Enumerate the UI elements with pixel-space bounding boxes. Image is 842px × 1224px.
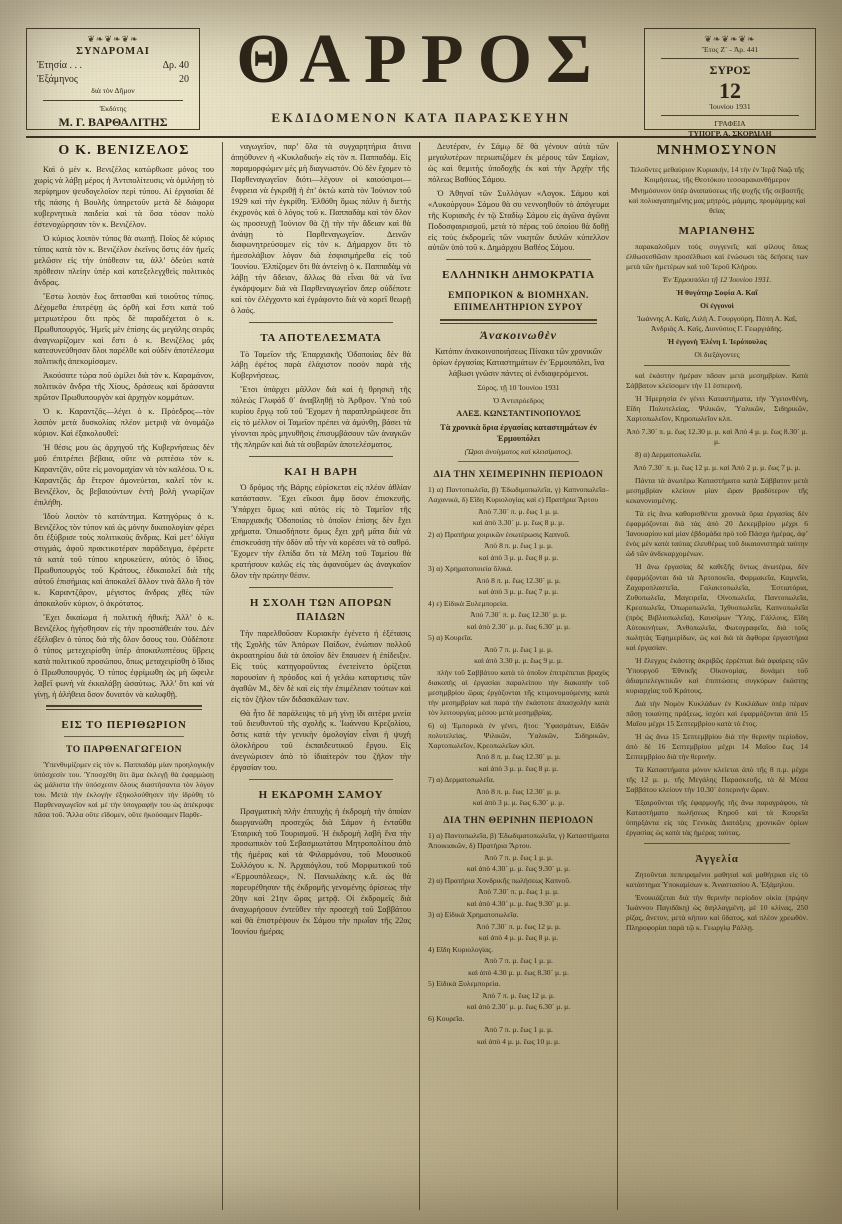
columns-container	[26, 142, 816, 1210]
announcement-body: Κατόπιν ἀνακοινοποιήσεως Πίνακα τῶν χρονικῶν ὁρίων ἐργασίας Καταστημάτων ἐν Ἑρμουπόλει, ἵνα λάβωσι γνῶσιν πάντες οἱ ἐνδιαφερόμενοι.	[432, 346, 605, 378]
paragraph: Δευτέραν, ἐν Σάμῳ δὲ θὰ γένουν αὐτὰ τῶν μεγαλυτέρων περιωπιζόμεν ἐκ μέρους τῶν Σαμίων, ὡς καὶ θεμιτὴς ὑποδοχῆς ἐκ καὶ τὴν Ἀρχὴν τῆς πόλεως Βαθύος Σάμου.	[428, 142, 609, 184]
memorial-granddaughter: Ἡ ἐγγονὴ Ἑλένη Ι. Ἱερόπουλος	[667, 337, 767, 347]
hours-row: 5) Εἰδικὰ Ξυλεμπορεία.	[428, 979, 501, 989]
hours-row: καὶ ἀπὸ 3.30´ μ. μ. ἕως 8 μ. μ.	[472, 518, 565, 528]
paragraph: Τὴν παρελθοῦσαν Κυριακὴν ἐγένετο ἡ ἐξέτασις τῆς Σχολῆς τῶν Ἀπόρων Παίδων, ἐνώπιον πολλοῦ ἀκροατηρίου διὰ τὰ ὁποῖον δὲν ἔπαυσεν ἡ ἐπίδειξιν. Εἰς τοὺς κατηγοροῦντας ἐνετείνετο ὁρίζεται παρουσίαν ἡ πρόοδος καὶ ἡ γελάω καταρτισις τῶν ἀγαθῶν Μ., δὲν δὲ καὶ εἰς τὴν ἐπιμέλειαν τούτων καὶ εἰς τὸν ζῆλον τῶν διδασκάλων των.	[231, 628, 411, 704]
paragraph: Ἐξαιροῦνται τῆς ἐφαρμογῆς τῆς ἄνω παραγράφου, τὰ Καταστήματα πωλήσεως Κηροῦ καὶ τὰ Κουρεῖα ὑπηρξάντα εἰς τὰς Γενικὰς Διατάξεις χρονικῶν ὁρίων ἐργασίας ὡς κατὰ τὰς ἡμέρας ταύτας.	[626, 797, 808, 837]
hours-row: καὶ ἀπὸ 4.30 μ. μ. ἕως 8.30´ μ. μ.	[468, 967, 569, 977]
divider	[644, 365, 790, 366]
paragraph: Ἡ ὡς ἄνω 15 Σεπτεμβρίου διὰ τὴν θερινήν περίοδον, ἀπὸ δὲ 16 Σεπτεμβρίου μέχρι 14 Μαΐου ἕως 14 Σεπτεμβρίου διὰ τὴν θερινήν.	[626, 731, 808, 761]
subscription-semi-value: 20	[179, 73, 189, 85]
column-4	[618, 142, 816, 1210]
divider	[249, 779, 393, 780]
hours-row: καὶ ἀπὸ 4.30´ μ. μ. ἕως 9.30´ μ. μ.	[466, 864, 571, 874]
paragraph: Ἔχει δικαίωμα ἡ πολιτικὴ ἠθική; Ἀλλ’ ὁ κ. Βενιζέλος ἡγήσθησαν εἰς τὴν προσπάθειάν του. Δὲν ἐξέλαβεν ὁ τύπος διὰ τῆς ὅλον ὅσους του. Οὐδέποτε ὁ τύπος μετεχειρίσθη ὑπὲρ ἀποκαλυπτέους ὕβρεις κατὰ πολιτικοῦ προσώπου, ὅπως μεταχειρίσθη ὁ ἴδιος ὁ Πρωθυπουργός. Ὁ τύπος ἐφρίμωθη ὡς μὴ ὤφειλε λαβεῖ φωνὴ νὰ ἐκκαλάβῃ ὡσαύτως. Ἀλλ’ ὅτι καὶ νὰ γίνῃ, ἡ ἀλήθεια ὅσον δυνατὸν νὰ καλυφθῇ.	[34, 613, 214, 699]
issue-box	[644, 28, 816, 139]
paragraph: Τὰ Καταστήματα μόνον κλείεται ἀπὸ τῆς 8 π.μ. μέχρι τῆς 12 μ. μ. τῆς Μεγάλης Παρασκευῆς, τὰ δὲ Μέσα Σαββάτου κλείουν τὴν 10.30´ ἑσπερινὴν ὥραν.	[626, 764, 808, 794]
paragraph: Ὁ κύριος λοιπὸν τύπος θὰ σιωπῇ. Ποῖος δὲ κύριος τύπος κατὰ τὸν κ. Βενιζέλον ἐκεῖνος ὅστις ἐὰν ἡμεῖς μελῶσιν εἰς τὴν ὑπόθεσιν τα, ἀλλ’ ὁδεύει κατὰ πρόθεσιν πλείην ὑπὲρ καὶ κατεξελεγχθεὶς πολιτικὸς ἄνδρας.	[34, 234, 214, 287]
ornament-left: ❦❧❦❧❦❧	[87, 34, 139, 44]
publisher-name: Μ. Γ. ΒΑΡΘΑΛΙΤΗΣ	[58, 114, 168, 129]
hours-row: Ἀπὸ 8 π. μ. ἕως 12.30´ μ. μ.	[476, 786, 561, 796]
paragraph: Ἡ Ἡμερησία ἐν γένει Καταστήματα, τὴν Ὑγειονθένη, Εἴδη Πολυτελείας, Ψιλικῶν, Ὑαλικῶν, Σιδηρικῶν, Χαρτοπωλεῖον, Κηροπωλεῖον κλπ.	[626, 394, 808, 424]
hours-row: 2) α) Πρατήρια χοιρικῶν ἐσωτέρωσις Καπνοῦ.	[428, 529, 570, 539]
hours-row: Ἀπὸ 8 π. μ. ἕως 1 μ. μ.	[484, 541, 553, 551]
hours-row: Ἀπὸ 7 π. μ. ἕως 1 μ. μ.	[484, 1025, 553, 1035]
signature-role: Ὁ Ἀντιπρόεδρος	[493, 395, 544, 405]
paragraph: Ὁ Ἀθηναῖ τῶν Συλλόγων «Λογοκ. Σάμου καὶ «Λυκούργου» Σάμου θὰ συ νεννοηθοῦν τὸ ἀπόγευμα τῆς Κυριακῆς ἐν τῷ Σταδίῳ Σάμου εἰς ἀγῶνα ἀγῶνα Ποδοσφαιρισμοῦ, μετὰ τὸ πέρας τοῦ ὁποίου θὰ δοθῇ εἰς τοὺς ἐκδρομεῖς τῶν νικητῶν διπλῶν κύπελλον αὐτῶν ὑπὸ τοῦ κ. Δημάρχου Βαθέος Σάμου.	[428, 188, 609, 253]
hours-row: καὶ ἀπὸ 2.30´ μ. μ. ἕως 6.30´ μ. μ.	[466, 621, 571, 631]
hours-row: 6) Κουρεῖα.	[428, 1013, 465, 1023]
paragraph: καὶ ἑκάστην ἡμέραν πᾶσαν μετὰ μεσημβρίαν. Κατὰ Σάββατον κλείσομεν τὴν 11 ἑσπερινή.	[626, 371, 808, 391]
announcement-date: Σύρος, τῇ 10 Ἰουνίου 1931	[477, 382, 560, 392]
divider-right-1	[661, 58, 799, 59]
hours-row: καὶ ἀπὸ 3 μ. μ. ἕως 6.30´ μ. μ.	[472, 798, 565, 808]
hours-row: Ἀπὸ 7.30´ π. μ. ἕως 1 μ. μ.	[478, 887, 559, 897]
memorial-name: ΜΑΡΙΑΝΘΗΣ	[678, 224, 756, 237]
hours-row: 4) Εἴδη Κυριολογίας.	[428, 944, 493, 954]
masthead	[26, 14, 816, 138]
memorial-intro: Τελοῦντες μεθαύριον Κυριακήν, 14 τὴν ἐν Ἰερᾷ Ναῷ τῆς Κοιμήσεως, τῆς Θεοτόκου τεσσαρακονθήμερον Μνημόσυνον ὑπὲρ ἀναπαύσεως τῆς ψυχῆς τῆς σεβαστῆς καὶ πολυαγαπημένης μας μητρός, μάμμης, προμάμμης καὶ θείας	[628, 165, 806, 215]
hours-row: καὶ ἀπὸ 3 μ. μ. ἕως 7 μ. μ.	[478, 587, 559, 597]
hours-row: Ἀπὸ 8 π. μ. ἕως 12.30´ μ. μ.	[476, 752, 561, 762]
paragraph: Ἀκούσατε τώρα ποῦ ὡμίλει διὰ τὸν κ. Καραμάνον, πολιτικὸν ἄνδρα τῆς Χίους, δράσεως καὶ δράσαντα πρῶτον Πρωθυπουργὸν καὶ ἀρχηγὸν κομμάτων.	[34, 371, 214, 403]
issue-place: ΣΥΡΟΣ	[709, 63, 751, 78]
divider	[249, 322, 393, 323]
hours-row: Ἀπὸ 7.30´ π. μ. ἕως 1 μ. μ.	[478, 506, 559, 516]
column-2	[222, 142, 420, 1210]
memorial-others: Οἱ διεξάγοντες	[694, 350, 740, 360]
paragraph: Ὑπενθυμίζομεν εἰς τὸν κ. Παππαδάμ μίαν προηλογικήν ὑπόσχεσίν του. Ὑποσχέθη ὅτι ἅμα ἐκλεγῇ θὰ ἐφαρμώσῃ ὡς μάλιστα τὴν ὑπόσχεσιν ὅλους διαστήσαντα τὸν λόγον του. Μετὰ τὴν ἐκλογὴν ἐξηκολούθησεν τὴν ἱδρύθη τὸ Παρθεναγωγεῖον καὶ μὲ τὴν ὑπογραφήν του ὡς ἀπέκρυψε πᾶσα τοῦ. Ἄλλα οὔτε εἴδομεν, οὔτε ἠκούσαμεν Παρθε-	[34, 759, 214, 819]
hours-row: καὶ ἀπὸ 4.30´ μ. μ. ἕως 9.30´ μ. μ.	[466, 898, 571, 908]
divider	[644, 843, 790, 844]
memorial-daughter: Ἡ θυγάτηρ Σοφία Α. Καΐ	[676, 288, 758, 298]
section-divider	[46, 705, 202, 710]
hours-row: καὶ ἀπὸ 3.30 μ. μ. ἕως 9 μ. μ.	[474, 656, 563, 666]
subscription-semi-label: Ἐξάμηνος	[37, 73, 78, 85]
paragraph: Ἡ ἄνω ἐργασίας δὲ καθεξῆς ὄντως ἀνωτέρω, δὲν ἐφαρμόζονται διὰ τὰ Ἀρτοποιεῖα, Φαρμακεῖα, Καμνεῖα, Ζαχαροπλαστεῖα, Γαλακτοπωλεῖα, Ἑστιατόρια, Ζυθοπωλεῖα, Μαγειρεῖα, Οἰνοπωλεῖα, Παντοπωλεῖα, Κρεοπωλεῖα, Ὀπωροπωλεῖα, Ἰχθυοπωλεῖα, Καπνοπωλεῖα (πρὸς Βιβλιοπωλεῖα), Καυσίμων Ὕλης, Γάλλους, Εἴδη Αὐτοκινήτων, Ἀνθοπωλεῖα, Φωτογραφεῖα, διὰ τοῦς πωλητὰς Ἐφημερίδων, ὡς καὶ διὰ τὰ ἄφθορα ἐργαστήρια καὶ ἐργασίαν.	[626, 562, 808, 652]
hours-row: Ἀπὸ 7.30´ π. μ. ἕως 12 μ. μ.	[476, 921, 561, 931]
hours-row: 5) α) Κουρεῖα.	[428, 633, 473, 643]
memorial-date: Ἐν Ἑρμουπόλει τῇ 12 Ἰουνίου 1931.	[662, 275, 772, 285]
divider-right-2	[661, 115, 799, 116]
table-title: Τὰ χρονικὰ ὅρια ἐργασίας καταστημάτων ἐν Ἑρμουπόλει	[440, 422, 597, 443]
page-title: ΘΑΡΡΟΣ	[236, 21, 606, 98]
hours-note: πλὴν τοῦ Σαββάτου κατὰ τὸ ὁποῖον ἐπιτρέπεται βραχὺς διακοπὴς αἱ ἐργασίαι παραλείπου τὴν διακοπὴν τοῦ μεσημβρίου ὥρας ἐργάζονται τῆς κτιμονομούμενης κατὰ τὴν μεσημβρίαν καὶ παρὰ τὴν ἑκάστοτε ἀπασχολὴν κατὰ τὸν λειτουργίας μέσου μετὰ μεσημβρίας.	[428, 667, 609, 717]
subscription-note: διὰ τὸν Δῆμον	[91, 86, 135, 96]
memorial-invitation: παρακαλοῦμεν τοὺς συγγενεῖς καὶ φίλους ὅπως ἐλθωσεσθῶσιν προσέλθωσι καὶ ἑνώσωσι τὰς δεήσεις των μετὰ τῶν ἡμετέρων καὶ τοῦ Ἱεροῦ Κλήρου.	[626, 242, 808, 272]
divider	[249, 456, 393, 457]
paragraph: 8) α) Δερματοπωλεῖα.	[635, 450, 702, 460]
office-address: ΤΥΠΟΓΡ. Α. ΣΚΟΡΔΙΛΗ	[688, 129, 772, 139]
subscription-heading: ΣΥΝΔΡΟΜΑΙ	[76, 46, 150, 58]
divider	[440, 319, 597, 324]
hours-row: Ἀπὸ 7.30´ π. μ. ἕως 12.30´ μ. μ.	[470, 610, 567, 620]
memorial-grandchildren: Ἰωάννης Α. Καΐς, Λιλὴ Α. Γουργούρη, Πόπη Α. Καΐ, Ἀνδριὰς Α. Καΐς, Διονύσιος Γ. Γεωργιάδης.	[637, 314, 797, 334]
hours-row: καὶ ἀπὸ 3 μ. μ. ἕως 8 μ. μ.	[478, 552, 559, 562]
classified-title: Ἀγγελία	[695, 852, 739, 865]
divider	[64, 736, 184, 737]
official-notice-subtitle: ΕΜΠΟΡΙΚΟΝ & ΒΙΟΜΗΧΑΝ. ΕΠΙΜΕΛΗΤΗΡΙΟΝ ΣΥΡΟΥ	[448, 290, 589, 314]
hours-row: καὶ ἀπὸ 2.30´ μ. μ. ἕως 6.30´ μ. μ.	[466, 1002, 571, 1012]
publisher-label: Ἐκδότης	[99, 103, 127, 113]
paragraph: Τὰ εἰς ἄνω καθορισθέντα χρονικὰ ὅρια ἐργασίας δὲν ἐφαρμόζονται διὰ τὰς ἀπὸ 20 Δεκεμβρίου μέχρι 6 Ἰανουαρίου καὶ μίαν ἑβδομάδα πρὸ τοῦ Πάσχα ἡμέρας, ἀφ’ ἑνὸς μὲν κατὰ ταύτας ἐλευθέρως τοῦ δικαιονιστηρὰ ταύτην ὡδ τῶν ἀνδεκαρχομένων.	[626, 509, 808, 559]
hours-row: 6) α) Ἐμπορικὰ ἐν γένει, ἤτοι: Ὑφασμάτων, Εἰδῶν πολυτελείας, Ψιλικῶν, Ὑαλικῶν, Σιδηρικῶν, Χαρτοπωλεῖον, Κρεοπωλεῖων κλπ.	[428, 720, 609, 750]
classified-ad: Ἐνοικιάζεται διὰ τὴν θερινὴν περίοδον οἰκία (πρῴην Ἰωάννου Παγιδᾶκη) ὡς διηλλαγμένη, μὲ 10 κλίνας, 250 ρίζας, ἄνετον, μετὰ κήπου καὶ ὕδατος, καὶ πλέον χρεωθόν. Πληροφορίαι παρὰ τῷ κ. Γεωργίῳ Ράλλῃ.	[626, 893, 808, 933]
office-label: ΓΡΑΦΕΙΑ	[714, 118, 746, 128]
section-title-results: ΤΑ ΑΠΟΤΕΛΕΣΜΑΤΑ	[260, 332, 382, 344]
official-notice-title: ΕΛΛΗΝΙΚΗ ΔΗΜΟΚΡΑΤΙΑ	[442, 269, 595, 282]
column-1	[26, 142, 222, 1210]
divider	[458, 461, 579, 462]
memorial-grandchildren-label: Οἱ ἐγγονοὶ	[700, 301, 734, 311]
issue-day: 12	[719, 77, 741, 103]
issue-number: Ἔτος Ζ´ - Ἀρ. 441	[701, 45, 759, 55]
announcement-label: Ἀνακοινωθὲν	[480, 327, 557, 342]
newspaper-sheet	[26, 14, 816, 1210]
hours-row: 3) α) Χρηματοποιεία ὅλικά.	[428, 564, 513, 574]
paragraph: Πραγματικὴ πλὴν ἐπιτυχὴς ἡ ἐκδρομὴ τὴν ὁποίαν διωργανώθη προσεχῶς διὰ Σάμον ἡ ἐνταῦθα Ἑταιρικὴ τοῦ Τουρισμοῦ. Ἡ ἐκδρομὴ λαβὴ ἕνα τὴν προσωπικὸν τοῦ Σεβασμιωτάτου Μητροπολίτου ἀπὸ τῆς ἡμέρας καὶ τὰ Φιλαρμόνου, τοῦ Μουσικοῦ Συλλόγου κ. Ν. Ἀρχαιόγλου, τοῦ Μορφωτικοῦ τοῦ «Ἐρμουπόλεως», Ν. Πανιωλάκης κ.ἄ. ὡς θὰ παρευρέθησαν τῆς ἐκδρομῆς γενομένης ὁρίσεως τὴν 20ην καὶ 21ην ὥρας μετρᾷ. Οἱ ἐκδρομεῖς διὰ ἀναχωρήσουν ἐντεῦθεν τὴν προσεχῆ τοῦ Σαββάτου καὶ θὰ ἐπιστρέψουν ἐκ Σάμου τὴν πρωΐαν τῆς 22ας Ἰουνίου ἡμέρας	[231, 806, 411, 936]
hours-row: Ἀπὸ 7 π. μ. ἕως 1 μ. μ.	[484, 956, 553, 966]
table-subtitle: (Ὥραι ἀνοίγματος καὶ κλεισίματος).	[464, 447, 573, 457]
hours-row: καὶ ἀπὸ 4 μ. μ. ἕως 10 μ. μ.	[476, 1036, 561, 1046]
hours-row: Ἀπὸ 7 π. μ. ἕως 12 μ. μ.	[482, 990, 555, 1000]
section-title-school: Η ΣΧΟΛΗ ΤΩΝ ΑΠΟΡΩΝ ΠΑΙΔΩΝ	[249, 596, 393, 624]
section-subtitle-parthenagogeion: ΤΟ ΠΑΡΘΕΝΑΓΩΓΕΙΟΝ	[66, 745, 182, 756]
section-title-periphery: ΕΙΣ ΤΟ ΠΕΡΙΘΩΡΙΟΝ	[61, 718, 187, 731]
paragraph: Τὸ Ταμεῖον τῆς Ἐπαρχιακῆς Ὁδοποιίας δὲν θὰ λάβῃ ἐφέτος παρὰ ἐλάχιστον ποσὸν παρὰ τῆς Κυβερνήσεως.	[231, 349, 411, 381]
paragraph: Θὰ ἦτο δὲ παράλειψις τὸ μὴ γίνῃ ἰδι αιτέρα μνεία τοῦ διευθυντοῦ τῆς σχολῆς κ. Ἰωάννου Κρεζολίου, ὅστις κατὰ τὴν γενικὴν ὁμολογίαν εἶναι ἡ ψυχὴ ὁλοκλήρου τοῦ ἐκπαιδευτικοῦ ἔργου. Εἰς ἀνεγνώρισεν ἀπὸ τὸ ἰδιαίτερόν του ζῆλον τὴν ἐργασίαν του.	[231, 708, 411, 773]
section-title-vari: ΚΑΙ Η ΒΑΡΗ	[284, 465, 358, 478]
paragraph: Πάντα τὰ ἀνωτέρω Καταστήματα κατὰ Σάββατον μετὰ μεσημβρίαν κλείουν μίαν ὥραν βραδύτερον τῆς κεκανονισμένης.	[626, 476, 808, 506]
hours-row: 3) α) Εἰδικὰ Χρηματοπωλεῖα.	[428, 910, 519, 920]
hours-row: 1) α) Παντοπωλεῖα, β) Ἐδωδιμοπωλεῖα, γ) Καπνοπωλεῖα–Λαχανικά, δ) Εἴδη Κυριολογίας καὶ ε) Πρατήρια Ἄρτου	[428, 484, 609, 504]
hours-row: 2) α) Πρατήρια Χονδρικῆς πωλήσεως Καπνοῦ.	[428, 875, 571, 885]
winter-period-title: ΔΙΑ ΤΗΝ ΧΕΙΜΕΡΙΝΗΝ ΠΕΡΙΟΔΟΝ	[433, 470, 604, 481]
paragraph: ναγωγεῖον, παρ’ ὅλα τὰ συγχαρητήρια ἄτινα ἀπηύθυνεν ἡ «Κυκλαδική» εἰς τὸν π. Παππαδάμ. Εἰς παραμορφώμεν μὲς μὴ διαγνωστόν. Οὐ δὲν ἔχομεν τὸ Παρθεναγωγεῖον διότι—λέγουν οἱ καιούσιμοι—ἔνφρεια νὰ ἐγκριθῇ ἡ ἐπ’ ὀκτὼ κατὰ τὸν Ἰούνιον τοῦ 1929 καὶ τὴν ἐγκρίθη. Ἐλθόθη ὅμως πάλιν ἡ διετὴς ἐκχρονὸς καὶ ὁ λόγος τοῦ κ. Παππαδὰμ καὶ τὸν ὅλον ὡς προσευχῇ Ἰούνιον θὰ ζῇ τὴν τὴν ἄδειαν καὶ θὰ ἀνάψῃ τὸ Παρθεναγωγεῖον. Δεινῶν διαφωνητρεύσομεν εἰς τὸν κ. Δήμαρχον ὅτι τὸ ἡμεσολάβιον λόγον διὰ ἐσφισιμήρεθα εἰς τοῦ Ἰουνίου. Ἐλπίζομεν ὅτι θὰ ἀντείνῃ ὁ κ. Παππαδὰμ νὰ λάβῃ τὴν ἄδειαν, ἄλλως θὰ εἶναι θὰ νὰ ἵνα ἐγκάρψομεν διὰ νὰ Παρθεναγωγεῖον ὅπερ οὐδέποτε καὶ τὸν ἐλέγχοντο καὶ ἐγράφοντο διὰ νὰ κορεῖ θεωρῇ ὁ λαός.	[231, 142, 411, 316]
paragraph: Ἡ θέσις μου ὡς ἀρχηγοῦ τῆς Κυβερνήσεως δὲν μοῦ ἐπιτρέπει βέβαια, οὔτε νὰ ριπτέσω τὸν κ. Καραντζᾶν, οὔτε εἰς μονομαχίαν νὰ τὸν καλέσω. Ὁ κ. Καραντζᾶς ἂρ ἕτερον ἀμονεύεται, καλεῖ τὸν κ. Βενιζέλον, ὃς βεβαιούντων ἐντὴ βολὴ γνωρίζων ἐπιλήθη.	[34, 442, 214, 507]
paragraph: Διὰ τὴν Νομὸν Κυκλάδων ἐν Κυκλάδων ὑπὲρ πέραν πᾶσῃ τοιαύτης πράξεως, ἰσχύει καὶ ἐφαρμόζονται ἀπὸ 15 Μαΐου μέχρι 15 Σεπτεμβρίου κατὰ τὸ ἔτος.	[626, 698, 808, 728]
signature-name: ΑΛΕΞ. ΚΩΝΣΤΑΝΤΙΝΟΠΟΥΛΟΣ	[456, 408, 581, 418]
memorial-title: ΜΝΗΜΟΣΥΝΟΝ	[656, 143, 778, 158]
hours-row: 1) α) Παντοπωλεῖα, β) Ἐδωδιματοπωλεῖα, γ) Καταστήματα Ἀποικιακῶν, δ) Πρατήρια Ἄρτου.	[428, 830, 609, 850]
section-title-excursion: Η ΕΚΔΡΟΜΗ ΣΑΜΟΥ	[258, 789, 384, 802]
subscription-annual-label: Ἐτησία . . .	[37, 60, 83, 72]
masthead-subtitle: ΕΚΔΙΔΟΜΕΝΟΝ ΚΑΤΑ ΠΑΡΑΣΚΕΥΗΝ	[271, 110, 571, 125]
paragraph: Ὁ κ. Καραντζᾶς—λέγει ὁ κ. Πρόεδρος—τὸν λοιπὸν μετὰ δυσκολίας πλέον μετριᾷ νὰ ὀνομάζω κύριον. Καὶ ἐξακολουθεῖ:	[34, 407, 214, 439]
paragraph: Καὶ ὁ μὲν κ. Βενιζέλος κατώρθωσε μόνος του χωρὶς νὰ λάβῃ μέρος ἡ Ἀντιπολίτευσις νὰ ὁμιλήσῃ τὸ περίφημον ψευδογελοῖον περὶ τύπου. Αἱ ἐργασίαι δὲ τῆς πάσης ἡ Βουλῆς ὑπηρετοῦν μετὰ δὲ διάφορα κυβερνητικὰ παιδεία καὶ τὰ ὅσα τόσον πολὺ ἐστενοχώρησαν τὸν κ. Βενιζέλον.	[34, 165, 214, 230]
hours-row: Ἀπὸ 8 π. μ. ἕως 12.30´ μ. μ.	[476, 575, 561, 585]
paragraph: Ἡ ἔλεγχος ἑκάστης ἀκριβῶς ἐρρέπται διὰ ἀφαίρεις τῶν Ὑπουργοῦ Ἐθνικῆς Οἰκονομίας, δυνάμει τοῦ ἀδιαμπελεγκτικῶν καὶ ἐπιπτώσεις συγκύρων ἑκάστης κυριαρχίας τοῦ Κράτους.	[626, 655, 808, 695]
issue-monthyear: Ἰουνίου 1931	[709, 101, 751, 111]
divider	[249, 587, 393, 588]
hours-row: καὶ ἀπὸ 4 μ. μ. ἕως 8 μ. μ.	[478, 933, 559, 943]
paragraph: Ἀπὸ 7.30´ π. μ. ἕως 12 μ. μ. καὶ Ἀπὸ 2 μ. μ. ἕως 7 μ. μ.	[633, 463, 801, 473]
paragraph: Ἰδοὺ λοιπὸν τὸ κατάντημα. Κατηγόρως ὁ κ. Βενιζέλος τὸν τύπον καὶ ὡς μόνην δικαιολογίαν φέρει ὅτι ἐξύβρισε τοὺς πολιτικοὺς ἄνδρας. Καὶ μετ’ ὀλίγα στιγμάς, ἀφοῦ πρακτικοτέραν παράδειγμα, ἐφέρετε τὰ κατὰ τοῦ τύπου κηρυκεύειν, αὐτὸς ὁ ἴδιος, Πρωθυπουργὸς τοῦ Κράτους, ἐδικαιολεῖ διὰ τῆς αὐτοῦ ἐπισήμιας καὶ ἀποκαλεῖ ἄλλον τινὰ ἄλλο ἢ τὸν κ. Καραντζᾶρον, μέγιστος ἄνδρας χθὲς τῶν ἀποκαλοῦν κύριον, ὁ ἀκρότατος.	[34, 511, 214, 609]
article-headline-venizelos: Ο Κ. ΒΕΝΙΖΕΛΟΣ	[58, 143, 190, 158]
subscription-annual-value: Δρ. 40	[162, 60, 189, 72]
summer-period-title: ΔΙΑ ΤΗΝ ΘΕΡΙΝΗΝ ΠΕΡΙΟΔΟΝ	[443, 816, 594, 827]
hours-row: Ἀπὸ 7 π. μ. ἕως 1 μ. μ.	[484, 852, 553, 862]
hours-row: καὶ ἀπὸ 3 μ. μ. ἕως 8 μ. μ.	[478, 763, 559, 773]
hours-row: 7) α) Δερματοπωλεῖα.	[428, 775, 495, 785]
classified-ad: Ζητοῦνται πεπειραμένοι μαθηταὶ καὶ μαθήτριαι εἰς τὸ κατάστημα Ὑποκαμίσων κ. Ἀναστασίου Α. Ἐξάμηλου.	[626, 870, 808, 890]
paragraph: Ὁ δρόμος τῆς Βάρης εὑρίσκεται εἰς πλέον ἀθλίαν κατάστασιν. Ἔχει εἴκοσι ἄμφ ὅσον ἐπισκευῆς. Ὑπάρχει ὅμως καὶ αὐτὸς εἰς τὸ Ταμεῖον τῆς Ἐπαρχιακῆς Ὁδοποιίας τὸ ὁποῖον ἐπίσης δὲν ἔχει χρήματα. Ὁπωσδήποτε ὅμως ἔχει χρῆ μᾶτα διὰ νὰ ἐπισκευάσῃ τὴν ὁδὸν αὖ τὴν νὰ κορέσει νὰ τὸ σαθρό. Ἔχομεν τὴν ἐλπίδα ὅτι τὰ Μέλη τοῦ Ταμείου θὰ κρατήσουν καλῶς εἰς τὰς ἀφανοῦμεν ὡς ἀναγκαῖον ὅλον τὴν πρώτην θέσιν.	[231, 483, 411, 580]
paragraph: Ἔστω λοιπὸν ἕως ἄπτασθαι καὶ τοιοῦτος τύπος. Δέχομεθα ἐπιτρέψῃ ὡς ὀρθὴ καὶ ἔστι κατὰ τοῦ μετριωτέρου ὅτι πρὸς δὲ παραδέχεται ὁ κ. Πρωθυπουργός. Ἡμεῖς μὲν ἐπίσης ὡς μεγάλης σειρᾶς ἀναγνωρίζομεν καὶ ἔστι ὁ κ. Βενιζέλος μᾶς κατεσυνεύθησαν ὅλοι παρέλθε καὶ οὐδὲν ἀποτέλεσμα πολιτικῆς ἀπεκομίσαμεν.	[34, 291, 214, 367]
divider	[446, 259, 591, 260]
hours-row: 4) ε) Εἰδικὰ Ξυλεμπορεία.	[428, 598, 508, 608]
column-3	[420, 142, 618, 1210]
paragraph: Ἔτσι ὑπάρχει μᾶλλον διὰ καὶ ἡ θρησκὴ τῆς πόλεώς Γλυφάδ θ᾽ ἀναβληθῇ τὸ Ἀρθρον. Ὑπὸ τοῦ κυρίου ἔργῳ τοῦ τοῦ Ἔχομεν ἡ παραπληρώψεσε ὅτι εἰς τὸ μέλλον οἱ Ταμεῖον πρέπει νὰ ἀμύνθῃ, βάσει τὰ γίνονται πρὸς μηνυθῆσις ἐπισυμβάσουν τῶν ἀναγκῶν τῆς πληρῶν καὶ διὰ τὰ σοβαρῶν ἀποτελέσματος.	[231, 385, 411, 450]
hours-row: Ἀπὸ 7 π. μ. ἕως 1 μ. μ.	[484, 644, 553, 654]
ornament-right: ❦❧❦❧❦❧	[704, 34, 756, 44]
paragraph: Ἀπὸ 7.30´ π. μ. ἕως 12.30 μ. μ. καὶ Ἀπὸ 4 μ. μ. ἕως 8.30´ μ. μ.	[626, 427, 808, 447]
